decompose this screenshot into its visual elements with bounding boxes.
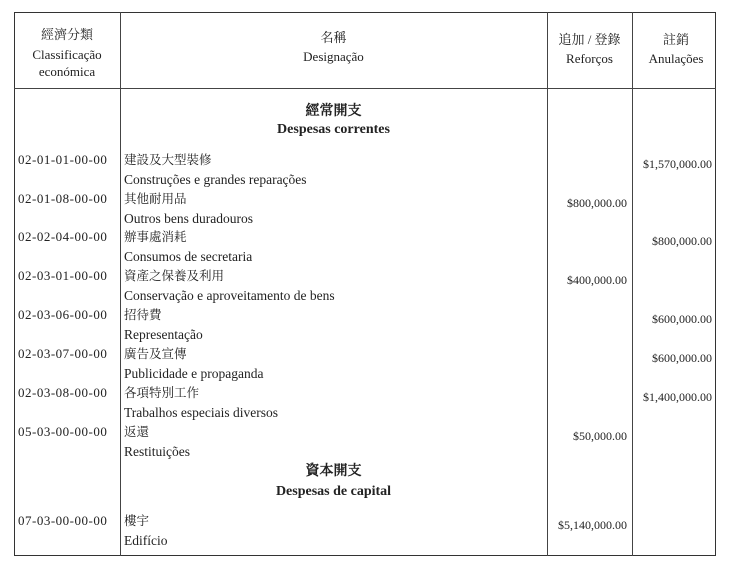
- row-code: 02-03-01-00-00: [18, 268, 108, 283]
- budget-row: [0, 268, 735, 308]
- row-reforcos-amount: $800,000.00: [567, 196, 627, 210]
- row-designation-zh: 各項特別工作: [124, 386, 200, 400]
- row-reforcos-amount: $400,000.00: [567, 273, 627, 287]
- row-designation-pt: Edifício: [124, 533, 168, 548]
- row-designation-pt: Restituições: [124, 444, 190, 459]
- row-code: 02-03-06-00-00: [18, 307, 108, 322]
- budget-row: [0, 385, 735, 425]
- header-classification-zh: 經濟分類: [40, 27, 93, 42]
- row-code: 02-03-08-00-00: [18, 385, 108, 400]
- row-code: 02-03-07-00-00: [18, 346, 108, 361]
- row-designation-zh: 招待費: [124, 308, 162, 322]
- section-title-pt: Despesas correntes: [277, 122, 390, 137]
- row-designation-zh: 返還: [124, 425, 150, 439]
- budget-row: [0, 346, 735, 386]
- row-anulacoes-amount: $800,000.00: [652, 234, 712, 248]
- section-title-zh: 資本開支: [305, 464, 362, 479]
- row-designation-zh: 廣告及宣傳: [124, 347, 187, 361]
- budget-row: [0, 191, 735, 231]
- budget-row: [0, 424, 735, 464]
- header-classification-pt-line2: económica: [38, 64, 96, 79]
- row-anulacoes-amount: $1,570,000.00: [643, 157, 712, 171]
- row-designation-pt: Consumos de secretaria: [124, 249, 253, 264]
- row-designation-zh: 其他耐用品: [124, 192, 187, 206]
- header-designation-zh: 名稱: [320, 30, 347, 45]
- header-reforcos-zh: 追加 / 登錄: [558, 32, 621, 47]
- row-code: 02-01-01-00-00: [18, 152, 108, 167]
- row-designation-pt: Construções e grandes reparações: [124, 172, 307, 187]
- row-designation-pt: Outros bens duradouros: [124, 211, 253, 226]
- budget-row: [0, 307, 735, 347]
- row-designation-pt: Trabalhos especiais diversos: [124, 405, 278, 420]
- budget-row: [0, 152, 735, 192]
- row-designation-zh: 資產之保養及利用: [124, 269, 225, 283]
- row-code: 02-01-08-00-00: [18, 191, 108, 206]
- header-divider: [14, 88, 716, 89]
- budget-row: [0, 229, 735, 269]
- header-anulacoes-pt: Anulações: [648, 51, 704, 66]
- row-anulacoes-amount: $600,000.00: [652, 351, 712, 365]
- header-anulacoes-zh: 註銷: [662, 32, 689, 47]
- row-designation-zh: 建設及大型裝修: [124, 153, 212, 167]
- row-designation-zh: 樓宇: [124, 514, 150, 528]
- section-title-pt: Despesas de capital: [275, 484, 392, 499]
- header-reforcos-pt: Reforços: [566, 51, 613, 66]
- header-designation-pt: Designação: [303, 49, 364, 64]
- header-classification-pt-line1: Classificação: [32, 47, 102, 62]
- row-reforcos-amount: $5,140,000.00: [558, 518, 627, 532]
- budget-row: [0, 513, 735, 553]
- row-designation-pt: Representação: [124, 327, 203, 342]
- row-code: 07-03-00-00-00: [18, 513, 108, 528]
- row-reforcos-amount: $50,000.00: [573, 429, 627, 443]
- section-title-zh: 經常開支: [305, 104, 362, 119]
- row-designation-pt: Conservação e aproveitamento de bens: [124, 288, 335, 303]
- row-designation-zh: 辦事處消耗: [124, 230, 187, 244]
- row-anulacoes-amount: $600,000.00: [652, 312, 712, 326]
- row-code: 02-02-04-00-00: [18, 229, 108, 244]
- row-designation-pt: Publicidade e propaganda: [124, 366, 264, 381]
- row-anulacoes-amount: $1,400,000.00: [643, 390, 712, 404]
- row-code: 05-03-00-00-00: [18, 424, 108, 439]
